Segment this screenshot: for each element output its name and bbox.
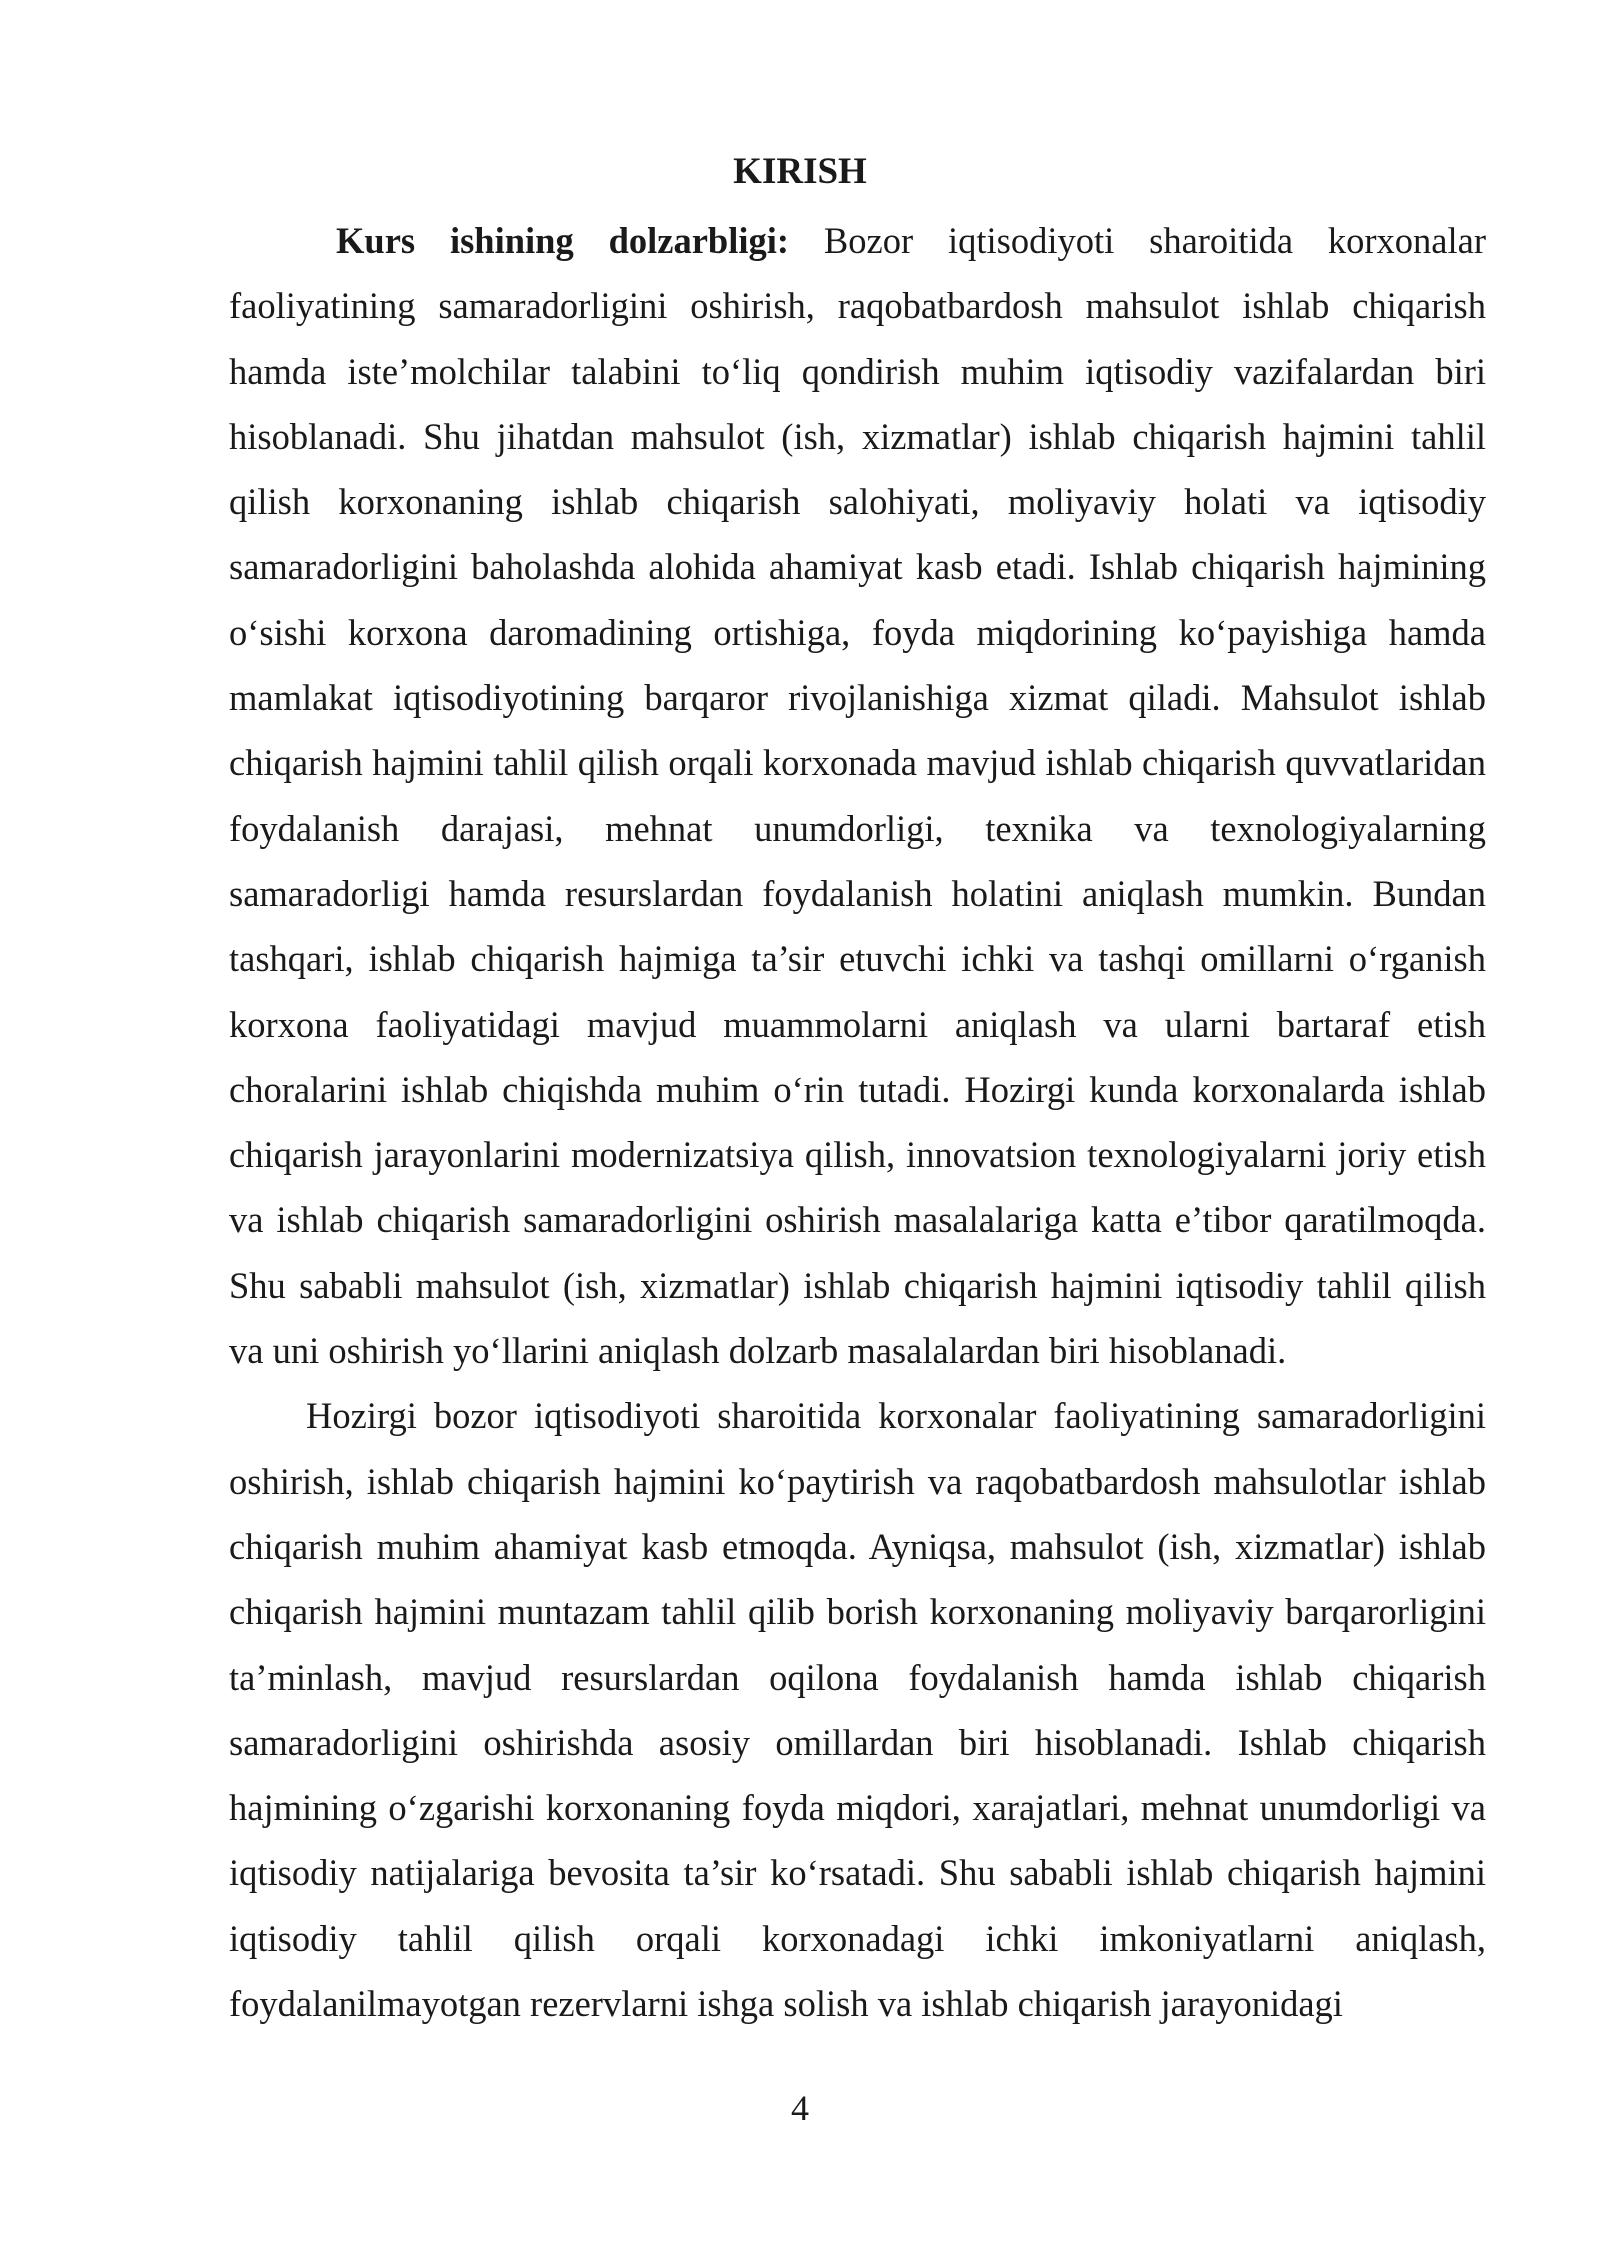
page-number: 4 bbox=[791, 2088, 809, 2128]
paragraph-1-lead: Kurs ishining dolzarbligi: bbox=[336, 220, 790, 261]
paragraph-1 bbox=[229, 208, 1486, 1383]
paragraph-2-text: Hozirgi bozor iqtisodiyoti sharoitida korxonalar faoliyatining samaradorligini oshirish, ishlab chiqarish hajmini ko‘paytirish va raqobatbardosh mahsulotlar ishlab chiqarish muhim ahamiyat kasb etmoqda. Ayniqsa, mahsulot (ish, xizmatlar) ishlab chiqarish hajmini muntazam tahlil qilib borish korxonaning moliyaviy barqarorligini ta’minlash, mavjud resurslardan oqilona foydalanish hamda ishlab chiqarish samaradorligini oshirishda asosiy omillardan biri hisoblanadi. Ishlab chiqarish hajmining o‘zgarishi korxonaning foyda miqdori, xarajatlari, mehnat unumdorligi va iqtisodiy natijalariga bevosita ta’sir ko‘rsatadi. Shu sababli ishlab chiqarish hajmini iqtisodiy tahlil qilish orqali korxonadagi ichki imkoniyatlarni aniqlash, foydalanilmayotgan rezervlarni ishga solish va ishlab chiqarish jarayonidagi bbox=[229, 1395, 1486, 2025]
paragraph-2 bbox=[229, 1383, 1486, 2036]
page-title: KIRISH bbox=[733, 151, 867, 192]
body-text bbox=[229, 208, 1486, 2036]
paragraph-1-text: Bozor iqtisodiyoti sharoitida korxonalar faoliyatining samaradorligini oshirish, raqobatbardosh mahsulot ishlab chiqarish hamda iste’molchilar talabini to‘liq qondirish muhim iqtisodiy vazifalardan biri hisoblanadi. Shu jihatdan mahsulot (ish, xizmatlar) ishlab chiqarish hajmini tahlil qilish korxonaning ishlab chiqarish salohiyati, moliyaviy holati va iqtisodiy samaradorligini baholashda alohida ahamiyat kasb etadi. Ishlab chiqarish hajmining o‘sishi korxona daromadining ortishiga, foyda miqdorining ko‘payishiga hamda mamlakat iqtisodiyotining barqaror rivojlanishiga xizmat qiladi. Mahsulot ishlab chiqarish hajmini tahlil qilish orqali korxonada mavjud ishlab chiqarish quvvatlaridan foydalanish darajasi, mehnat unumdorligi, texnika va texnologiyalarning samaradorligi hamda resurslardan foydalanish holatini aniqlash mumkin. Bundan tashqari, ishlab chiqarish hajmiga ta’sir etuvchi ichki va tashqi omillarni o‘rganish korxona faoliyatidagi mavjud muammolarni aniqlash va ularni bartaraf etish choralarini ishlab chiqishda muhim o‘rin tutadi. Hozirgi kunda korxonalarda ishlab chiqarish jarayonlarini modernizatsiya qilish, innovatsion texnologiyalarni joriy etish va ishlab chiqarish samaradorligini oshirish masalalariga katta e’tibor qaratilmoqda. Shu sababli mahsulot (ish, xizmatlar) ishlab chiqarish hajmini iqtisodiy tahlil qilish va uni oshirish yo‘llarini aniqlash dolzarb masalalardan biri hisoblanadi. bbox=[229, 220, 1486, 1372]
